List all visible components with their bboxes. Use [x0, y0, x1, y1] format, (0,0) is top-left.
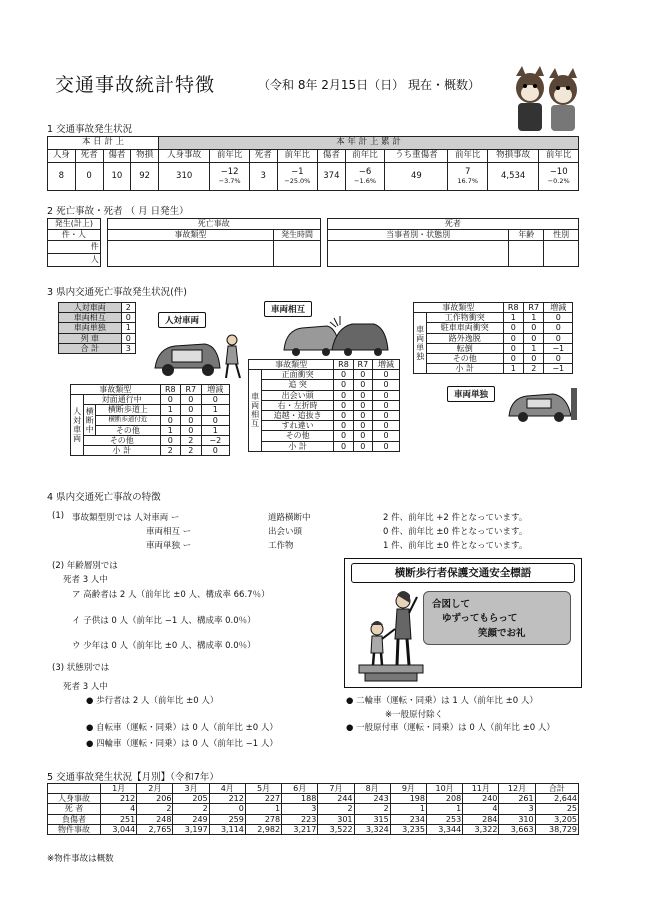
cell	[345, 163, 385, 191]
cell: 0	[544, 353, 573, 363]
footnote: ※物件事故は概数	[47, 854, 114, 864]
cell: 追越・追抜き	[262, 410, 334, 420]
text-line: ※一般原付除く	[385, 710, 444, 720]
cell: 0	[334, 410, 353, 420]
text-line: ● 自転車（運転・同乗）は 0 人（前年比 ±0 人）	[86, 723, 278, 733]
single-car-illustration	[505, 384, 580, 424]
col-header: 死者	[75, 150, 103, 163]
cell: 発生時間	[274, 230, 321, 241]
cell: 2,644	[535, 794, 578, 804]
cell: 278	[245, 814, 281, 824]
row-label: 物件事故	[48, 824, 101, 834]
cell: 284	[463, 814, 499, 824]
cell: 259	[209, 814, 245, 824]
cell: 2	[137, 804, 173, 814]
cell: 0	[181, 405, 201, 415]
cell: 212	[101, 794, 137, 804]
month-header: 7月	[318, 784, 354, 794]
cell-rate: −1.6%	[354, 176, 377, 185]
cell: 49	[385, 163, 448, 191]
text-line: 1 件、前年比 ±0 件となっています。	[383, 541, 528, 551]
cell	[539, 163, 579, 191]
cell-rate: −25.0%	[284, 176, 311, 185]
text-line: 死者 3 人中	[63, 682, 108, 692]
cell: 0	[373, 431, 400, 441]
col-header: 人身事故	[159, 150, 210, 163]
text-line: ● 一般原付車（運転・同乗）は 0 人（前年比 ±0 人）	[346, 723, 555, 733]
cell: −1	[544, 343, 573, 353]
cell-value: −10	[549, 166, 568, 177]
cell: その他	[262, 431, 334, 441]
cell: 3,663	[499, 824, 535, 834]
cell: 0	[373, 410, 400, 420]
col-header: 人身	[48, 150, 76, 163]
cell: 0	[181, 415, 201, 425]
cell: 0	[353, 431, 372, 441]
text-line: (2) 年齢層別では	[52, 561, 118, 571]
col-header: 前年比	[539, 150, 579, 163]
cell: 2,982	[245, 824, 281, 834]
cell: 1	[201, 405, 229, 415]
cell: 4	[463, 804, 499, 814]
cell: 工作物衝突	[427, 313, 504, 323]
cell: 0	[334, 421, 353, 431]
cell: 0	[544, 333, 573, 343]
text-line: ● 二輪車（運転・同乗）は 1 人（前年比 ±0 人）	[346, 696, 538, 706]
cell: 249	[173, 814, 209, 824]
cell: 0	[201, 446, 229, 456]
col-header: 前年比	[210, 150, 250, 163]
text-line: 死者 3 人中	[63, 575, 108, 585]
col-header: 前年比	[448, 150, 488, 163]
cell: 3,197	[173, 824, 209, 834]
cell: 横断歩道上	[96, 405, 160, 415]
cell-value: −12	[220, 166, 239, 177]
cell: 206	[137, 794, 173, 804]
poster-line: 合図して	[432, 599, 471, 610]
text-line: 2 件、前年比 +2 件となっています。	[383, 513, 528, 523]
cell: 8	[48, 163, 76, 191]
cell: 0	[353, 410, 372, 420]
mother-child-illustration	[355, 589, 427, 685]
cell: 追 突	[262, 380, 334, 390]
cell: 0	[75, 163, 103, 191]
cell: 件	[48, 241, 101, 254]
group-label: 人対車両	[71, 395, 84, 456]
cell: 1	[524, 343, 544, 353]
section1-heading: 1 交通事故発生状況	[47, 124, 133, 135]
month-header: 8月	[354, 784, 390, 794]
cell: 発生(計上)	[48, 219, 101, 230]
cell: 0	[373, 400, 400, 410]
cell: 0	[334, 380, 353, 390]
cell: 1	[121, 323, 135, 333]
cell: 0	[201, 395, 229, 405]
cell: 0	[503, 353, 523, 363]
col-header: 傷者	[103, 150, 131, 163]
cell: 0	[160, 415, 180, 425]
month-header: 合計	[535, 784, 578, 794]
cell: 3,344	[426, 824, 462, 834]
cell: 1	[503, 364, 523, 374]
cell: 3,205	[535, 814, 578, 824]
speech-box	[423, 591, 571, 645]
cell: 1	[245, 804, 281, 814]
col-header: 前年比	[345, 150, 385, 163]
cell: R8	[334, 360, 353, 370]
cell: 0	[121, 333, 135, 343]
cell: 0	[373, 390, 400, 400]
cell: 0	[334, 370, 353, 380]
group-label: 車両単独	[414, 313, 427, 374]
cell: 2	[318, 804, 354, 814]
col-header: うち重傷者	[385, 150, 448, 163]
cell: 0	[160, 435, 180, 445]
cell: 253	[426, 814, 462, 824]
cell: 0	[503, 333, 523, 343]
cell	[277, 163, 317, 191]
col-header: 死者	[249, 150, 277, 163]
cell: 0	[524, 323, 544, 333]
cell: R7	[181, 385, 201, 395]
cell: 2,765	[137, 824, 173, 834]
text-line: ● 歩行者は 2 人（前年比 ±0 人）	[86, 696, 219, 706]
cell: その他	[427, 353, 504, 363]
cell: 0	[353, 400, 372, 410]
cell: その他	[84, 435, 161, 445]
cell: 0	[181, 425, 201, 435]
cell: 事故類型	[249, 360, 334, 370]
month-header: 10月	[426, 784, 462, 794]
cell-value: −1	[291, 166, 304, 177]
cell: −2	[201, 435, 229, 445]
cell: R7	[524, 303, 544, 313]
cell: 315	[354, 814, 390, 824]
month-header: 9月	[390, 784, 426, 794]
cell: 小 計	[427, 364, 504, 374]
col-header: 前年比	[277, 150, 317, 163]
cell: 3	[282, 804, 318, 814]
cell: 3,522	[318, 824, 354, 834]
cell: 1	[201, 425, 229, 435]
cell: 0	[524, 333, 544, 343]
cell-rate: −0.2%	[547, 176, 570, 185]
cell: 2	[524, 364, 544, 374]
cell: 208	[426, 794, 462, 804]
group-label: 横断中	[85, 406, 95, 434]
cell: 対面通行中	[84, 395, 161, 405]
cell: 2	[354, 804, 390, 814]
poster-line: 笑顔でお礼	[478, 628, 526, 639]
text-line: (3) 状態別では	[52, 663, 110, 673]
text-line: 道路横断中	[268, 513, 311, 523]
cell: R8	[160, 385, 180, 395]
car-pedestrian-illustration	[150, 328, 245, 380]
cell: 事故類型	[71, 385, 161, 395]
cell: 244	[318, 794, 354, 804]
cell: 3,322	[463, 824, 499, 834]
cell: 261	[499, 794, 535, 804]
cell-rate: −3.7%	[218, 176, 241, 185]
cell: 事故類型	[414, 303, 504, 313]
month-header: 6月	[282, 784, 318, 794]
safety-poster	[344, 558, 582, 688]
cell: 0	[334, 400, 353, 410]
cell: 駐車車両衝突	[427, 323, 504, 333]
accident-status-table	[47, 136, 579, 191]
text-line: 出会い頭	[268, 527, 303, 537]
cell: 1	[503, 313, 523, 323]
cell: 38,729	[535, 824, 578, 834]
cell: 205	[173, 794, 209, 804]
text-line: イ 子供は 0 人（前年比 −1 人、構成率 0.0％）	[72, 616, 256, 626]
cell: 0	[181, 395, 201, 405]
cell: 227	[245, 794, 281, 804]
text-line: 工作物	[268, 541, 294, 551]
table-row	[48, 794, 579, 804]
cell: 列 車	[59, 333, 122, 343]
cell: 92	[131, 163, 159, 191]
cell: 1	[160, 405, 180, 415]
cell: 年齢	[509, 230, 544, 241]
label-pedestrian: 人対車両	[158, 312, 206, 328]
cell: 合 計	[59, 343, 122, 353]
text-line: ● 四輪車（運転・同乗）は 0 人（前年比 −1 人）	[86, 739, 278, 749]
cell: 0	[353, 380, 372, 390]
table-row	[48, 804, 579, 814]
cell: 310	[499, 814, 535, 824]
cell: 横断歩道付近	[96, 415, 160, 425]
cell: 車両単独	[59, 323, 122, 333]
cell: 251	[101, 814, 137, 824]
cumulative-header: 本 年 計 上 累 計	[159, 137, 579, 150]
monthly-table	[47, 783, 579, 835]
cell: 路外逸脱	[427, 333, 504, 343]
cell: 248	[137, 814, 173, 824]
text-line: ウ 少年は 0 人（前年比 ±0 人、構成率 0.0％）	[72, 641, 256, 651]
cell: 240	[463, 794, 499, 804]
text-line: ア 高齢者は 2 人（前年比 ±0 人、構成率 66.7％）	[72, 590, 270, 600]
month-header: 3月	[173, 784, 209, 794]
table-row	[48, 814, 579, 824]
cell: 右・左折時	[262, 400, 334, 410]
group-label: 車両相互	[249, 370, 262, 452]
month-header: 12月	[499, 784, 535, 794]
cell: 212	[209, 794, 245, 804]
cell: 性別	[544, 230, 579, 241]
single-vehicle-table	[413, 302, 573, 374]
cell: 0	[373, 380, 400, 390]
cell: 出会い頭	[262, 390, 334, 400]
cell: R8	[503, 303, 523, 313]
pedestrian-table	[70, 384, 230, 456]
cell-value: −6	[358, 166, 372, 177]
section5-heading: 5 交通事故発生状況【月別】（令和7年）	[47, 772, 219, 783]
cell: 0	[334, 441, 353, 451]
cell: 増減	[373, 360, 400, 370]
cell: 0	[353, 441, 372, 451]
cell: 3	[249, 163, 277, 191]
cell: 10	[103, 163, 131, 191]
cell: 25	[535, 804, 578, 814]
daily-header: 本 日 計 上	[48, 137, 159, 150]
row-label: 負傷者	[48, 814, 101, 824]
cell: 188	[282, 794, 318, 804]
row-label: 人身事故	[48, 794, 101, 804]
cell: 2	[181, 446, 201, 456]
cell: 小 計	[262, 441, 334, 451]
cell: 4,534	[487, 163, 538, 191]
section4-heading: 4 県内交通死亡事故の特徴	[47, 492, 161, 503]
col-header: 傷者	[318, 150, 346, 163]
cell: 3,235	[390, 824, 426, 834]
cell: 件・人	[48, 230, 101, 241]
cell: 人	[48, 254, 101, 267]
cell: 3,044	[101, 824, 137, 834]
cell: R7	[353, 360, 372, 370]
cell: 3,324	[354, 824, 390, 834]
col-header: 物損	[131, 150, 159, 163]
mascot-illustration	[508, 62, 586, 134]
vehicle-table	[248, 359, 400, 452]
cell	[448, 163, 488, 191]
report-date: （令和 8年 2月15日（日） 現在・概数）	[258, 78, 480, 92]
fatal-accident-table	[47, 218, 579, 267]
cell: 0	[334, 390, 353, 400]
cell: 0	[503, 323, 523, 333]
month-header: 1月	[101, 784, 137, 794]
cell: 0	[160, 395, 180, 405]
cell: 301	[318, 814, 354, 824]
cell-value: 7	[465, 166, 471, 177]
collision-illustration	[282, 310, 390, 356]
cell: 死亡事故	[107, 219, 320, 230]
cell: 374	[318, 163, 346, 191]
poster-title: 横断歩行者保護交通安全標語	[351, 563, 575, 583]
cell: 2	[173, 804, 209, 814]
row-label: 死 者	[48, 804, 101, 814]
cell: 0	[353, 390, 372, 400]
cell: 事故類型	[107, 230, 274, 241]
cell: 3	[499, 804, 535, 814]
cell: 0	[353, 370, 372, 380]
cell: 234	[390, 814, 426, 824]
text-line: 事故類型別では 人対車両 ー	[72, 513, 180, 523]
cell: 1	[160, 425, 180, 435]
cell: 2	[160, 446, 180, 456]
cell: 車両相互	[59, 313, 122, 323]
cell: −1	[544, 364, 573, 374]
label-single: 車両単独	[447, 386, 495, 402]
cell: 当事者別・状態別	[327, 230, 509, 241]
cell	[210, 163, 250, 191]
cell: 0	[544, 313, 573, 323]
cell: 4	[101, 804, 137, 814]
text-line: 車両相互 ー	[146, 527, 192, 537]
cell: 増減	[201, 385, 229, 395]
cell: 243	[354, 794, 390, 804]
cell: 0	[524, 353, 544, 363]
cell: 0	[373, 421, 400, 431]
text-line: 0 件、前年比 ±0 件となっています。	[383, 527, 528, 537]
month-header: 11月	[463, 784, 499, 794]
cell: 0	[121, 313, 135, 323]
summary-table	[58, 302, 136, 354]
cell-rate: 16.7%	[457, 176, 479, 185]
cell: 0	[353, 421, 372, 431]
cell: 1	[524, 313, 544, 323]
text-line: (1)	[52, 511, 65, 521]
label-vehicle: 車両相互	[264, 301, 312, 317]
cell: 0	[201, 415, 229, 425]
month-header: 4月	[209, 784, 245, 794]
text-line: 車両単独 ー	[146, 541, 192, 551]
month-header: 2月	[137, 784, 173, 794]
cell: 0	[209, 804, 245, 814]
cell: 増減	[544, 303, 573, 313]
cell: 0	[334, 431, 353, 441]
cell: 0	[373, 370, 400, 380]
cell: 0	[544, 323, 573, 333]
cell: 198	[390, 794, 426, 804]
month-header: 5月	[245, 784, 281, 794]
cell: 転倒	[427, 343, 504, 353]
cell: 3	[121, 343, 135, 353]
cell: 2	[181, 435, 201, 445]
cell: 3,114	[209, 824, 245, 834]
table-row	[48, 824, 579, 834]
cell: その他	[96, 425, 160, 435]
section3-heading: 3 県内交通死亡事故発生状況(件)	[47, 287, 187, 298]
cell: 223	[282, 814, 318, 824]
cell: 小 計	[84, 446, 161, 456]
cell: 0	[503, 343, 523, 353]
cell: 0	[373, 441, 400, 451]
cell: 3,217	[282, 824, 318, 834]
cell: 2	[121, 303, 135, 313]
cell: 正面衝突	[262, 370, 334, 380]
cell: すれ違い	[262, 421, 334, 431]
cell: 1	[390, 804, 426, 814]
cell: 1	[426, 804, 462, 814]
col-header: 物損事故	[487, 150, 538, 163]
poster-line: ゆずってもらって	[442, 613, 518, 624]
page-title: 交通事故統計特徴	[55, 74, 216, 96]
cell: 死者	[327, 219, 578, 230]
section2-heading: 2 死亡事故・死者 （ 月 日発生）	[47, 206, 189, 217]
cell: 310	[159, 163, 210, 191]
cell: 人対車両	[59, 303, 122, 313]
